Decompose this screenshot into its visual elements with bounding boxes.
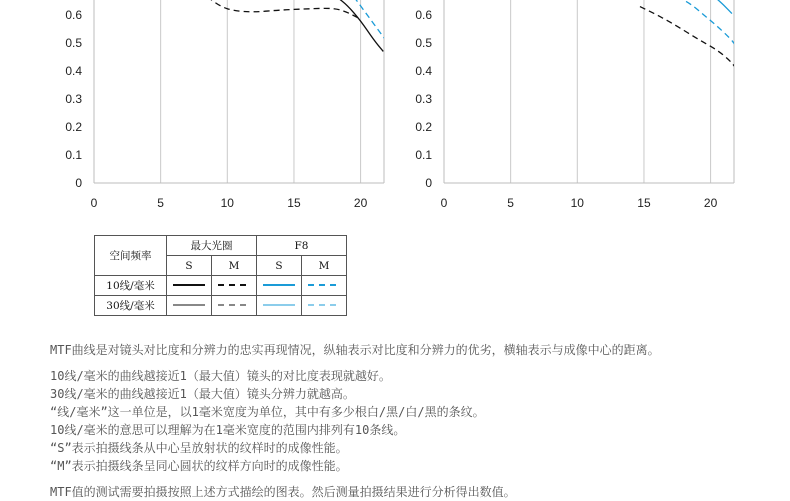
y-tick-label: 0.2 <box>415 120 432 134</box>
note-mtf-intro: MTF曲线是对镜头对比度和分辨力的忠实再现情况，纵轴表示对比度和分辨力的优劣，横轴表示与成像中心的距离。 <box>50 343 660 357</box>
x-tick-label: 10 <box>570 196 584 210</box>
legend-swatch-10-max-s <box>167 276 212 296</box>
note-s-meaning: “S”表示拍摄线条从中心呈放射状的纹样时的成像性能。 <box>50 441 348 455</box>
mtf-charts <box>0 0 790 225</box>
x-tick-label: 0 <box>90 196 98 210</box>
series-line-2 <box>337 0 384 51</box>
series-line-1 <box>207 0 358 18</box>
note-10lpmm-contrast: 10线/毫米的曲线越接近1（最大值）镜头的对比度表现就越好。 <box>50 369 391 383</box>
legend-swatch-30-max-s <box>167 296 212 316</box>
legend-header-max-aperture: 最大光圈 <box>167 236 257 256</box>
x-tick-label: 20 <box>703 196 718 210</box>
legend-header-f8: F8 <box>257 236 347 256</box>
x-tick-label: 20 <box>353 196 368 210</box>
y-tick-label: 0.4 <box>65 64 82 78</box>
y-tick-label: 0 <box>425 176 432 190</box>
y-tick-label: 0.6 <box>65 8 82 22</box>
legend-sub-m-max: M <box>212 256 257 276</box>
series-line-3 <box>715 0 732 14</box>
legend-row-30lpmm: 30线/毫米 <box>95 296 167 316</box>
chart-panel-1 <box>65 0 386 210</box>
note-30lpmm-resolution: 30线/毫米的曲线越接近1（最大值）镜头分辨力就越高。 <box>50 387 355 401</box>
legend-swatch-10-max-m <box>212 276 257 296</box>
legend-swatch-30-f8-m <box>302 296 347 316</box>
legend-swatch-10-f8-s <box>257 276 302 296</box>
legend-sub-m-f8: M <box>302 256 347 276</box>
legend-row-10lpmm: 10线/毫米 <box>95 276 167 296</box>
chart-panel-2 <box>415 0 736 210</box>
x-tick-label: 15 <box>287 196 301 210</box>
y-tick-label: 0.3 <box>65 92 82 106</box>
legend-table <box>94 235 347 316</box>
note-10lpmm-meaning: 10线/毫米的意思可以理解为在1毫米宽度的范围内排列有10条线。 <box>50 423 406 437</box>
x-tick-label: 5 <box>157 196 164 210</box>
y-tick-label: 0.2 <box>65 120 82 134</box>
x-tick-label: 10 <box>220 196 234 210</box>
series-line-2 <box>677 0 736 46</box>
note-unit-definition: “线/毫米”这一单位是，以1毫米宽度为单位，其中有多少根白/黑/白/黑的条纹。 <box>50 405 485 419</box>
x-tick-label: 15 <box>637 196 651 210</box>
y-tick-label: 0 <box>75 176 82 190</box>
x-tick-label: 5 <box>507 196 514 210</box>
y-tick-label: 0.5 <box>65 36 82 50</box>
legend-sub-s-max: S <box>167 256 212 276</box>
y-tick-label: 0.3 <box>415 92 432 106</box>
legend-swatch-10-f8-m <box>302 276 347 296</box>
y-tick-label: 0.4 <box>415 64 432 78</box>
explanation-notes <box>50 341 785 501</box>
legend-sub-s-f8: S <box>257 256 302 276</box>
y-tick-label: 0.1 <box>65 148 82 162</box>
x-tick-label: 0 <box>440 196 448 210</box>
y-tick-label: 0.6 <box>415 8 432 22</box>
note-m-meaning: “M”表示拍摄线条呈同心圆状的纹样方向时的成像性能。 <box>50 459 348 473</box>
legend-corner: 空间频率 <box>95 236 167 276</box>
y-tick-label: 0.1 <box>415 148 432 162</box>
y-tick-label: 0.5 <box>415 36 432 50</box>
series-line-1 <box>640 7 736 69</box>
legend-swatch-30-max-m <box>212 296 257 316</box>
note-measurement: MTF值的测试需要拍摄按照上述方式描绘的图表。然后测量拍摄结果进行分析得出数值。 <box>50 485 516 499</box>
legend-swatch-30-f8-s <box>257 296 302 316</box>
